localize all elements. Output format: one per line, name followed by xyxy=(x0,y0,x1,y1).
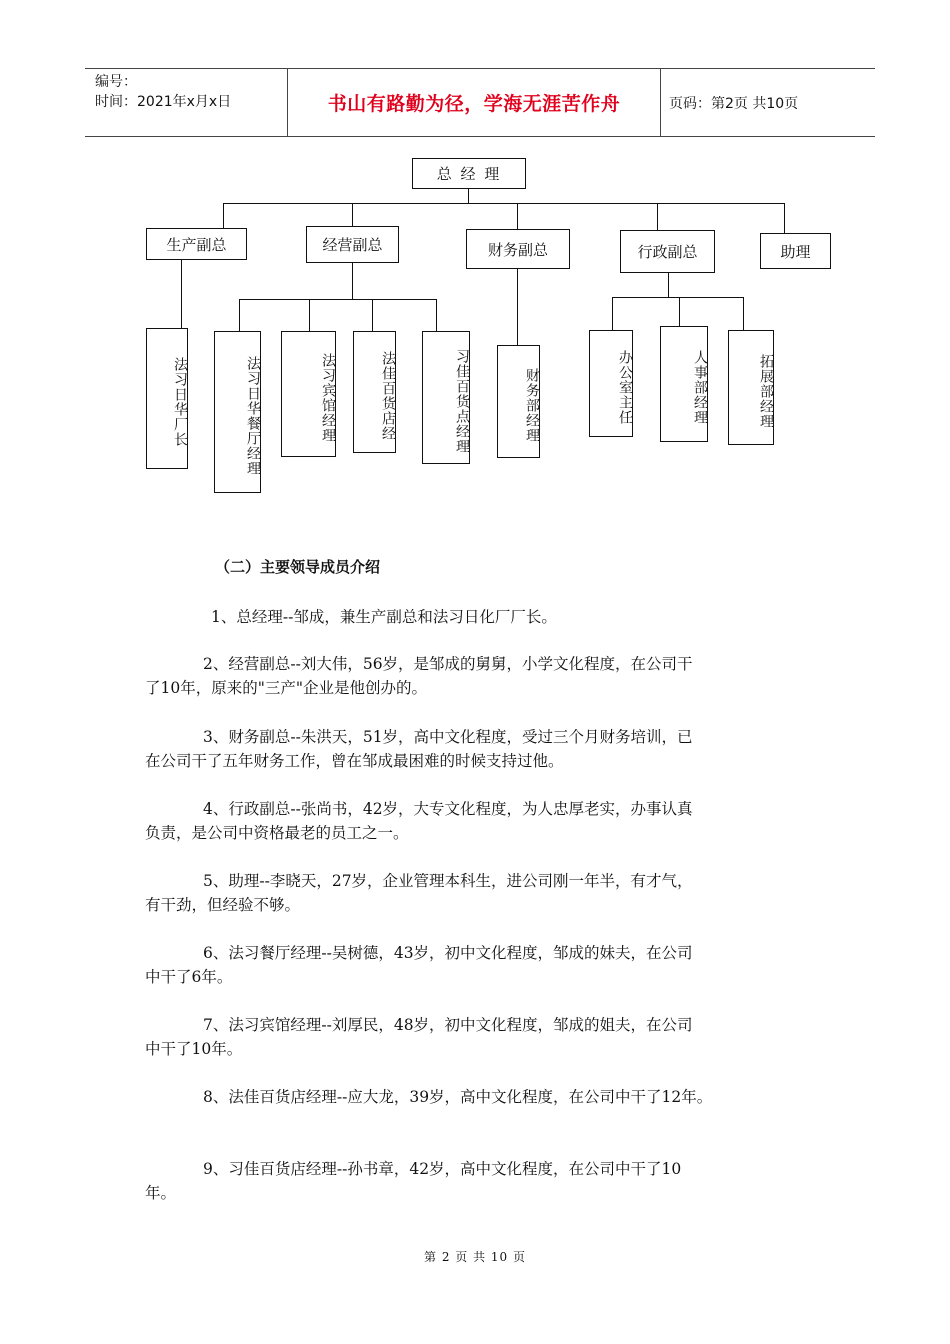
section-title: （二）主要领导成员介绍 xyxy=(215,558,381,576)
paragraph xyxy=(145,725,835,773)
header-number: 编号： xyxy=(95,74,137,90)
header-divider xyxy=(660,69,661,136)
org-node-vp-business: 经营副总 xyxy=(306,226,399,263)
paragraph-line: 4、行政副总--张尚书，42岁，大专文化程度，为人忠厚老实，办事认真 xyxy=(203,800,693,818)
header-meta xyxy=(95,72,285,112)
paragraph xyxy=(145,652,835,700)
paragraph-line: 在公司干了五年财务工作，曾在邹成最困难的时候支持过他。 xyxy=(145,752,564,770)
org-connector xyxy=(743,297,744,331)
paragraph-line: 1、总经理--邹成，兼生产副总和法习日化厂厂长。 xyxy=(211,608,557,626)
header-time: 时间：2021年x月x日 xyxy=(95,94,232,110)
org-node-factory-director: 法习日华厂长 xyxy=(146,328,188,469)
org-connector xyxy=(612,297,744,298)
header-page-number: 页码：第2页 共10页 xyxy=(669,95,799,112)
paragraph xyxy=(145,1013,835,1061)
org-connector xyxy=(352,203,353,227)
header-motto: 书山有路勤为径，学海无涯苦作舟 xyxy=(327,93,621,115)
paragraph-line: 7、法习宾馆经理--刘厚民，48岁，初中文化程度，邹成的姐夫，在公司 xyxy=(203,1016,693,1034)
org-connector xyxy=(657,203,658,231)
org-connector xyxy=(517,203,518,230)
paragraph-line: 8、法佳百货店经理--应大龙，39岁，高中文化程度，在公司中干了12年。 xyxy=(203,1088,713,1106)
org-node-hr-manager: 人事部经理 xyxy=(660,326,708,442)
org-connector xyxy=(784,203,785,234)
org-node-vp-production: 生产副总 xyxy=(146,228,247,260)
paragraph-line: 9、习佳百货店经理--孙书章，42岁，高中文化程度，在公司中干了10 xyxy=(203,1160,682,1178)
org-node-store1-manager: 法佳百货店经 xyxy=(353,331,396,453)
paragraph-line: 6、法习餐厅经理--吴树德，43岁，初中文化程度，邹成的妹夫，在公司 xyxy=(203,944,693,962)
org-connector xyxy=(239,299,437,300)
paragraph xyxy=(211,605,901,629)
org-connector xyxy=(668,272,669,298)
org-connector xyxy=(517,268,518,346)
paragraph-line: 2、经营副总--刘大伟，56岁，是邹成的舅舅，小学文化程度，在公司干 xyxy=(203,655,693,673)
org-node-store2-manager: 习佳百货点经理 xyxy=(422,331,470,464)
paragraph-line: 了10年，原来的"三产"企业是他创办的。 xyxy=(145,679,427,697)
org-node-vp-finance: 财务副总 xyxy=(466,229,570,269)
paragraph xyxy=(145,797,835,845)
org-node-hotel-manager: 法习宾馆经理 xyxy=(281,331,336,457)
paragraph-line: 有干劲，但经验不够。 xyxy=(145,896,301,914)
paragraph-line: 中干了6年。 xyxy=(145,968,233,986)
paragraph-line: 中干了10年。 xyxy=(145,1040,243,1058)
paragraph xyxy=(145,1157,835,1205)
org-connector xyxy=(223,203,785,204)
org-connector xyxy=(223,203,224,229)
paragraph-line: 年。 xyxy=(145,1184,177,1202)
org-connector xyxy=(612,297,613,331)
org-connector xyxy=(309,299,310,332)
org-node-vp-admin: 行政副总 xyxy=(620,230,715,273)
org-node-office-director: 办公室主任 xyxy=(589,330,633,437)
org-connector xyxy=(181,259,182,329)
org-node-general-manager: 总 经 理 xyxy=(412,158,526,189)
paragraph xyxy=(145,1085,835,1109)
paragraph-line: 5、助理--李晓天，27岁，企业管理本科生，进公司刚一年半，有才气， xyxy=(203,872,693,890)
org-connector xyxy=(468,188,469,204)
page-footer: 第 2 页 共 10 页 xyxy=(424,1250,526,1264)
org-node-finance-dept-manager: 财务部经理 xyxy=(497,345,540,458)
org-connector xyxy=(679,297,680,327)
paragraph-line: 负责，是公司中资格最老的员工之一。 xyxy=(145,824,409,842)
org-connector xyxy=(239,299,240,332)
org-node-restaurant-manager: 法习日华餐厅经理 xyxy=(214,331,261,493)
paragraph xyxy=(145,869,835,917)
org-connector xyxy=(352,262,353,300)
org-node-expansion-manager: 拓展部经理 xyxy=(728,330,774,445)
paragraph xyxy=(145,941,835,989)
org-connector xyxy=(372,299,373,332)
org-connector xyxy=(436,299,437,332)
org-node-assistant: 助理 xyxy=(760,233,831,269)
paragraph-line: 3、财务副总--朱洪天，51岁，高中文化程度，受过三个月财务培训，已 xyxy=(203,728,693,746)
page-header xyxy=(85,68,875,137)
